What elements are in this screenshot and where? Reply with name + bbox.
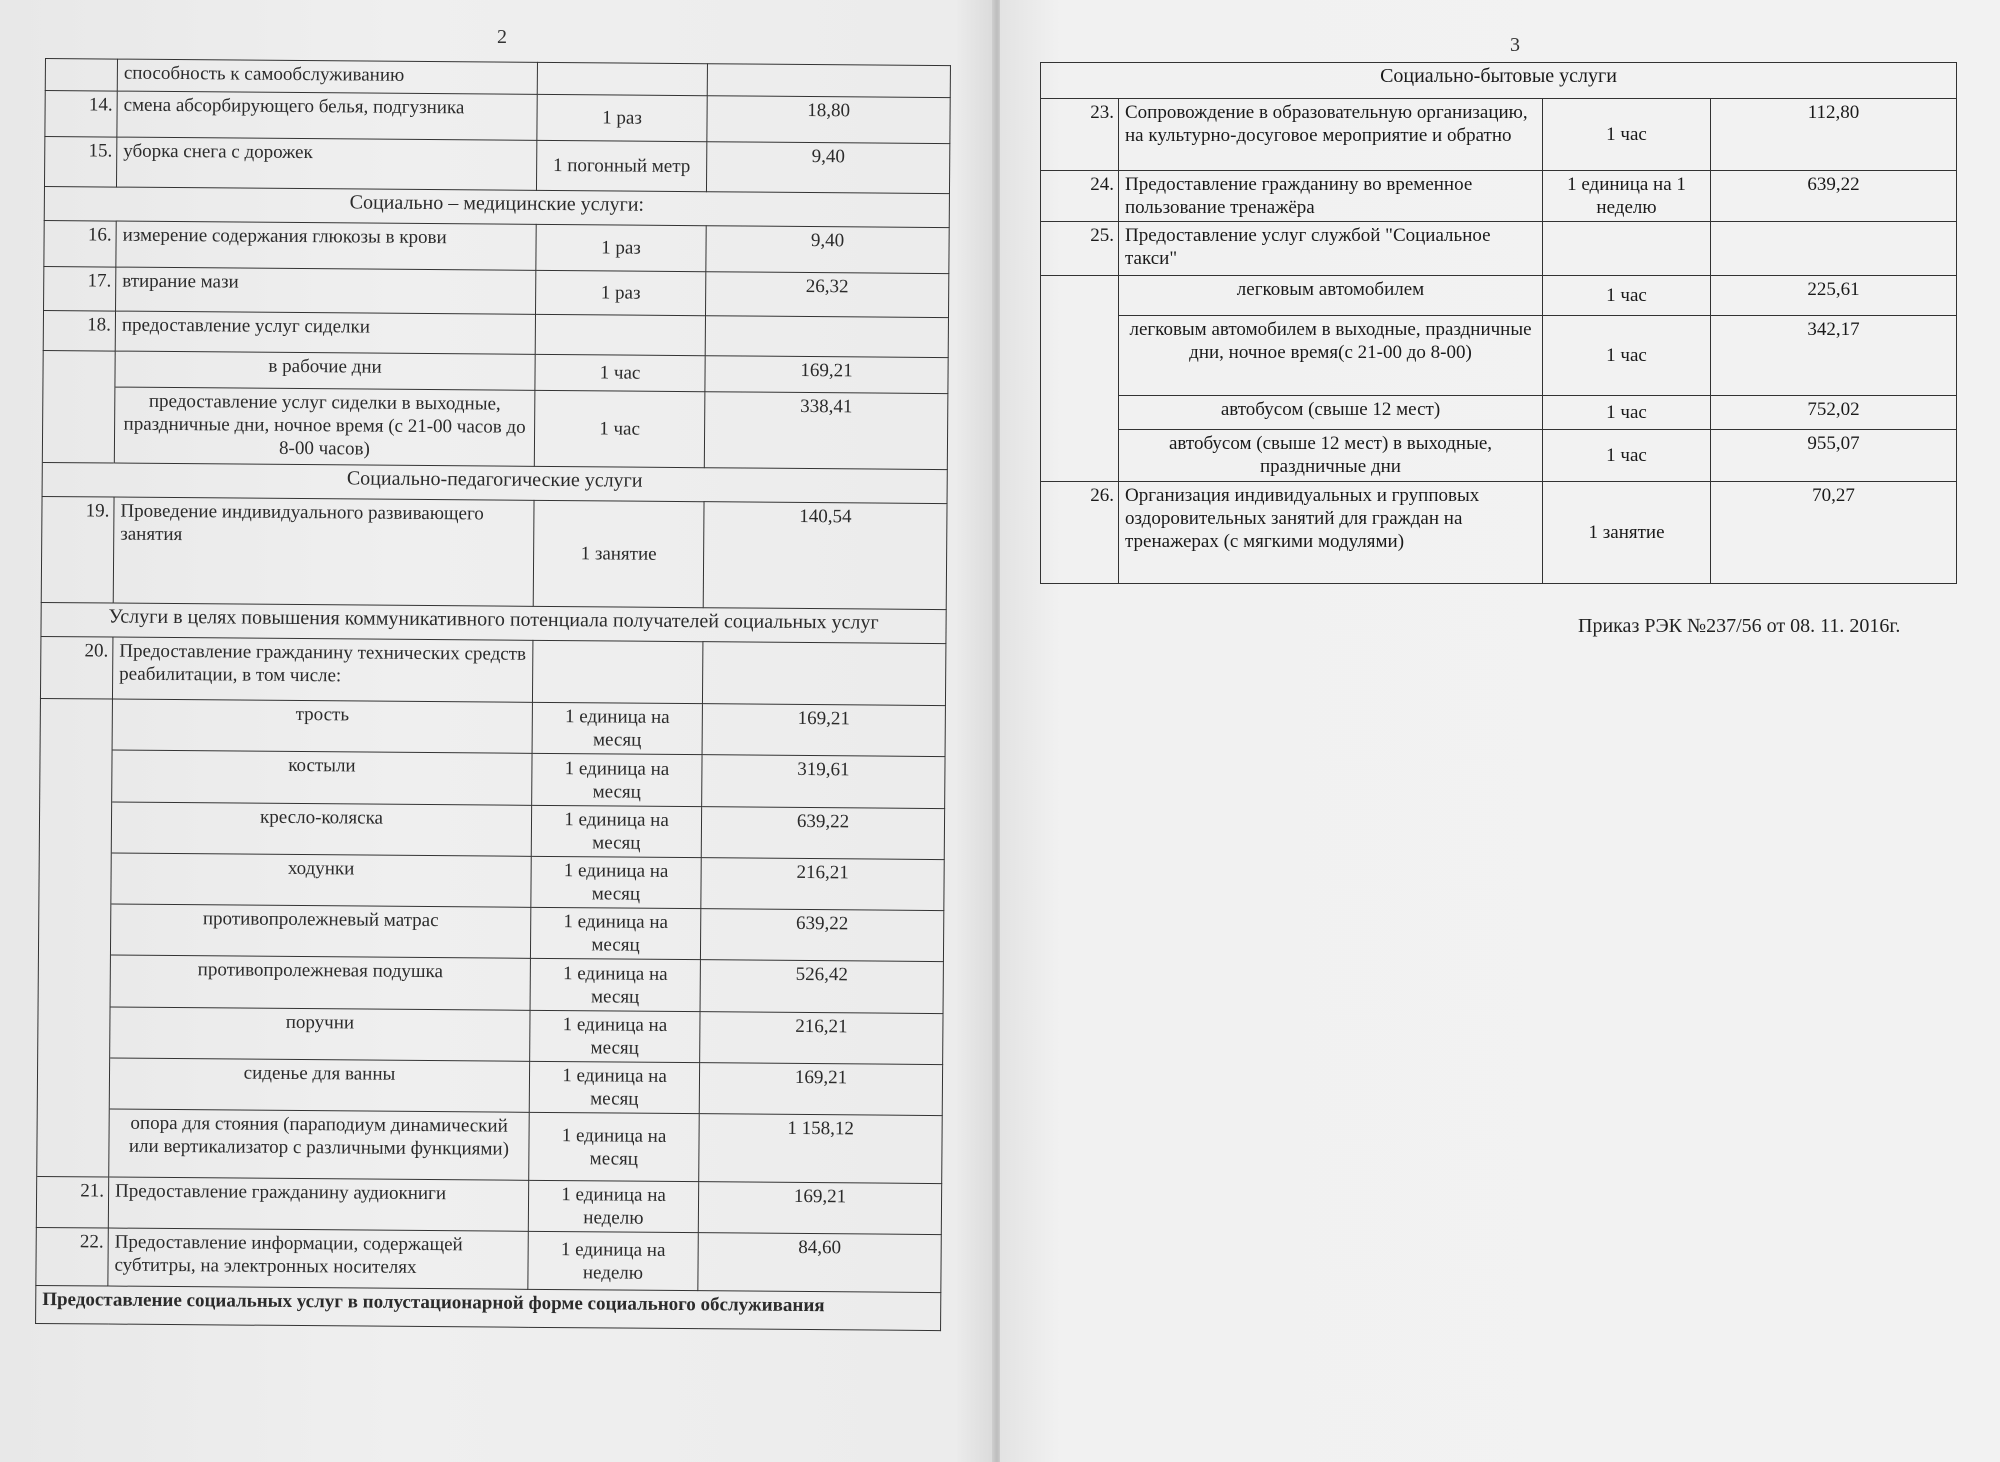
service-name: уборка снега с дорожек (116, 137, 536, 190)
page-number: 3 (1510, 34, 1520, 56)
table-row (1041, 396, 1957, 430)
row-number (1041, 430, 1119, 482)
service-name: противопролежневая подушка (110, 955, 530, 1010)
service-name: предоставление услуг сиделки (115, 311, 535, 354)
service-unit (532, 640, 702, 703)
section-title: Предоставление социальных услуг в полустационарной форме социального обслуживания (36, 1285, 941, 1330)
service-name: Сопровождение в образовательную организацию, на культурно-досуговое мероприятие и обратно (1119, 99, 1543, 171)
service-price: 639,22 (700, 909, 943, 962)
table-row (44, 266, 949, 317)
table-row (38, 1006, 943, 1064)
service-name: опора для стояния (параподиум динамический или вертикализатор с различными функциями) (109, 1109, 530, 1180)
row-number: 25. (1041, 222, 1119, 276)
service-unit: 1 погонный метр (536, 140, 706, 191)
left-page (0, 0, 995, 1462)
service-unit: 1 час (1543, 99, 1711, 171)
service-price (707, 64, 950, 98)
row-number: 17. (44, 266, 116, 311)
row-number (39, 852, 111, 904)
service-price (705, 316, 948, 358)
row-number: 21. (36, 1176, 108, 1228)
service-price: 9,40 (706, 226, 949, 274)
service-price: 216,21 (700, 1012, 943, 1065)
service-name: легковым автомобилем (1119, 276, 1543, 316)
service-price: 1 158,12 (699, 1114, 943, 1184)
table-row (40, 749, 945, 808)
row-number: 26. (1041, 482, 1119, 584)
service-price: 70,27 (1711, 482, 1957, 584)
service-price: 169,21 (705, 356, 948, 394)
service-price: 752,02 (1711, 396, 1957, 430)
service-unit: 1 раз (536, 224, 706, 271)
row-number: 23. (1041, 99, 1119, 171)
service-price: 18,80 (707, 96, 950, 144)
section-title: Социально-бытовые услуги (1041, 63, 1957, 99)
table-row (40, 698, 945, 756)
service-name: Проведение индивидуального развивающего занятия (113, 497, 534, 606)
row-number: 14. (45, 91, 117, 138)
service-name: Предоставление услуг службой "Социальное такси" (1119, 222, 1543, 276)
service-name: легковым автомобилем в выходные, праздничные дни, ночное время(с 21-00 до 8-00) (1119, 316, 1543, 396)
row-number (1041, 316, 1119, 396)
table-row (36, 1227, 941, 1292)
service-price: 338,41 (704, 392, 948, 470)
service-price: 169,21 (702, 704, 945, 757)
row-number: 24. (1041, 171, 1119, 222)
row-number: 15. (44, 137, 116, 188)
table-row (45, 91, 950, 144)
table-row (41, 496, 947, 609)
section-title: Социально – медицинские услуги: (44, 186, 949, 227)
row-number: 16. (44, 220, 116, 267)
service-unit (535, 314, 705, 355)
service-name: в рабочие дни (115, 351, 535, 390)
service-name: ходунки (111, 853, 531, 907)
table-row (1041, 430, 1957, 482)
service-price: 84,60 (698, 1233, 941, 1293)
service-unit: 1 единица на 1 неделю (1543, 171, 1711, 222)
order-reference: Приказ РЭК №237/56 от 08. 11. 2016г. (1578, 615, 1901, 637)
row-number (38, 903, 110, 955)
service-name: кресло-коляска (111, 802, 531, 856)
service-price: 169,21 (699, 1063, 942, 1116)
table-row (37, 1108, 943, 1183)
service-unit: 1 единица на месяц (532, 753, 702, 806)
service-unit: 1 единица на месяц (531, 805, 701, 857)
service-name: Предоставление гражданину технических средств реабилитации, в том числе: (112, 637, 532, 702)
table-row (1041, 222, 1957, 276)
service-name: противопролежневый матрас (110, 904, 530, 958)
service-unit: 1 час (1543, 396, 1711, 430)
service-price: 639,22 (701, 807, 944, 860)
service-unit: 1 единица на месяц (530, 907, 700, 959)
table-row (42, 386, 948, 469)
service-price: 526,42 (700, 960, 943, 1014)
service-unit: 1 единица на месяц (531, 856, 701, 908)
service-unit (537, 62, 707, 95)
service-unit: 1 час (1543, 316, 1711, 396)
row-number (40, 698, 112, 750)
table-row (1041, 171, 1957, 222)
section-title: Услуги в целях повышения коммуникативного потенциала получателей социальных услуг (41, 602, 946, 643)
service-price: 319,61 (702, 755, 945, 809)
section-header-row (36, 1285, 941, 1330)
row-number (38, 1006, 110, 1058)
service-unit: 1 единица на месяц (530, 1010, 700, 1062)
row-number (42, 386, 115, 463)
service-unit: 1 час (1543, 276, 1711, 316)
row-number (43, 350, 115, 387)
service-name: смена абсорбирующего белья, подгузника (117, 91, 537, 140)
section-header-row (1041, 63, 1957, 99)
table-row (39, 801, 944, 859)
service-unit: 1 единица на месяц (532, 702, 702, 754)
service-unit (1543, 222, 1711, 276)
service-unit: 1 занятие (1543, 482, 1711, 584)
service-price: 342,17 (1711, 316, 1957, 396)
table-row (37, 1057, 942, 1115)
row-number: 20. (40, 636, 112, 699)
service-unit: 1 единица на месяц (529, 1061, 699, 1113)
service-unit: 1 раз (536, 270, 706, 315)
service-name: втирание мази (116, 267, 536, 314)
table-row (1041, 482, 1957, 584)
service-price: 225,61 (1711, 276, 1957, 316)
table-row (38, 903, 943, 961)
service-name: поручни (110, 1007, 530, 1061)
service-price: 112,80 (1711, 99, 1957, 171)
row-number (37, 1057, 109, 1109)
service-name: Предоставление информации, содержащей субтитры, на электронных носителях (108, 1228, 528, 1289)
service-price: 639,22 (1711, 171, 1957, 222)
service-unit: 1 единица на неделю (528, 1231, 698, 1290)
table-row (39, 852, 944, 910)
service-price (1711, 222, 1957, 276)
service-name: автобусом (свыше 12 мест) (1119, 396, 1543, 430)
table-row (1041, 316, 1957, 396)
table-row (44, 137, 949, 194)
row-number (1041, 276, 1119, 316)
service-unit: 1 единица на месяц (529, 1112, 700, 1181)
service-price: 9,40 (706, 142, 949, 194)
row-number (39, 801, 111, 853)
service-name: костыли (112, 750, 532, 805)
service-name: автобусом (свыше 12 мест) в выходные, праздничные дни (1119, 430, 1543, 482)
table-row (38, 954, 943, 1013)
row-number: 19. (41, 496, 114, 603)
service-unit: 1 единица на неделю (528, 1180, 698, 1232)
tariff-table-left (35, 58, 951, 1331)
service-name: Организация индивидуальных и групповых оздоровительных занятий для граждан на тренажерах (с мягкими модулями) (1119, 482, 1543, 584)
service-price: 140,54 (703, 502, 947, 610)
row-number: 22. (36, 1227, 108, 1286)
service-name: измерение содержания глюкозы в крови (116, 221, 536, 270)
service-name: Предоставление гражданину во временное пользование тренажёра (1119, 171, 1543, 222)
service-name: Предоставление гражданину аудиокниги (108, 1177, 528, 1231)
service-unit: 1 час (1543, 430, 1711, 482)
section-title: Социально-педагогические услуги (42, 462, 947, 503)
service-name: способность к самообслуживанию (117, 59, 537, 94)
service-price: 169,21 (698, 1182, 941, 1235)
row-number (45, 59, 117, 92)
service-unit: 1 единица на месяц (530, 958, 700, 1011)
service-unit: 1 раз (537, 94, 707, 141)
service-unit: 1 час (534, 390, 705, 467)
table-row (44, 220, 949, 273)
service-price: 216,21 (701, 858, 944, 911)
table-row (1041, 276, 1957, 316)
service-name: сиденье для ванны (109, 1058, 529, 1112)
row-number (40, 749, 112, 802)
table-row (1041, 99, 1957, 171)
service-price: 955,07 (1711, 430, 1957, 482)
service-name: предоставление услуг сиделки в выходные, праздничные дни, ночное время (с 21-00 часов до 8-00 часов) (114, 387, 535, 466)
right-page (1000, 0, 2000, 1462)
page-number: 2 (497, 26, 507, 48)
service-unit: 1 час (535, 354, 705, 391)
row-number (1041, 396, 1119, 430)
row-number (37, 1108, 110, 1177)
service-price (702, 642, 945, 706)
service-name: трость (112, 699, 532, 753)
row-number (38, 954, 110, 1007)
tariff-table-right (1040, 62, 1957, 584)
table-row (40, 636, 945, 705)
service-price: 26,32 (705, 272, 948, 318)
table-row (36, 1176, 941, 1234)
table-row (43, 310, 948, 357)
service-unit: 1 занятие (533, 500, 704, 607)
row-number: 18. (43, 310, 115, 351)
